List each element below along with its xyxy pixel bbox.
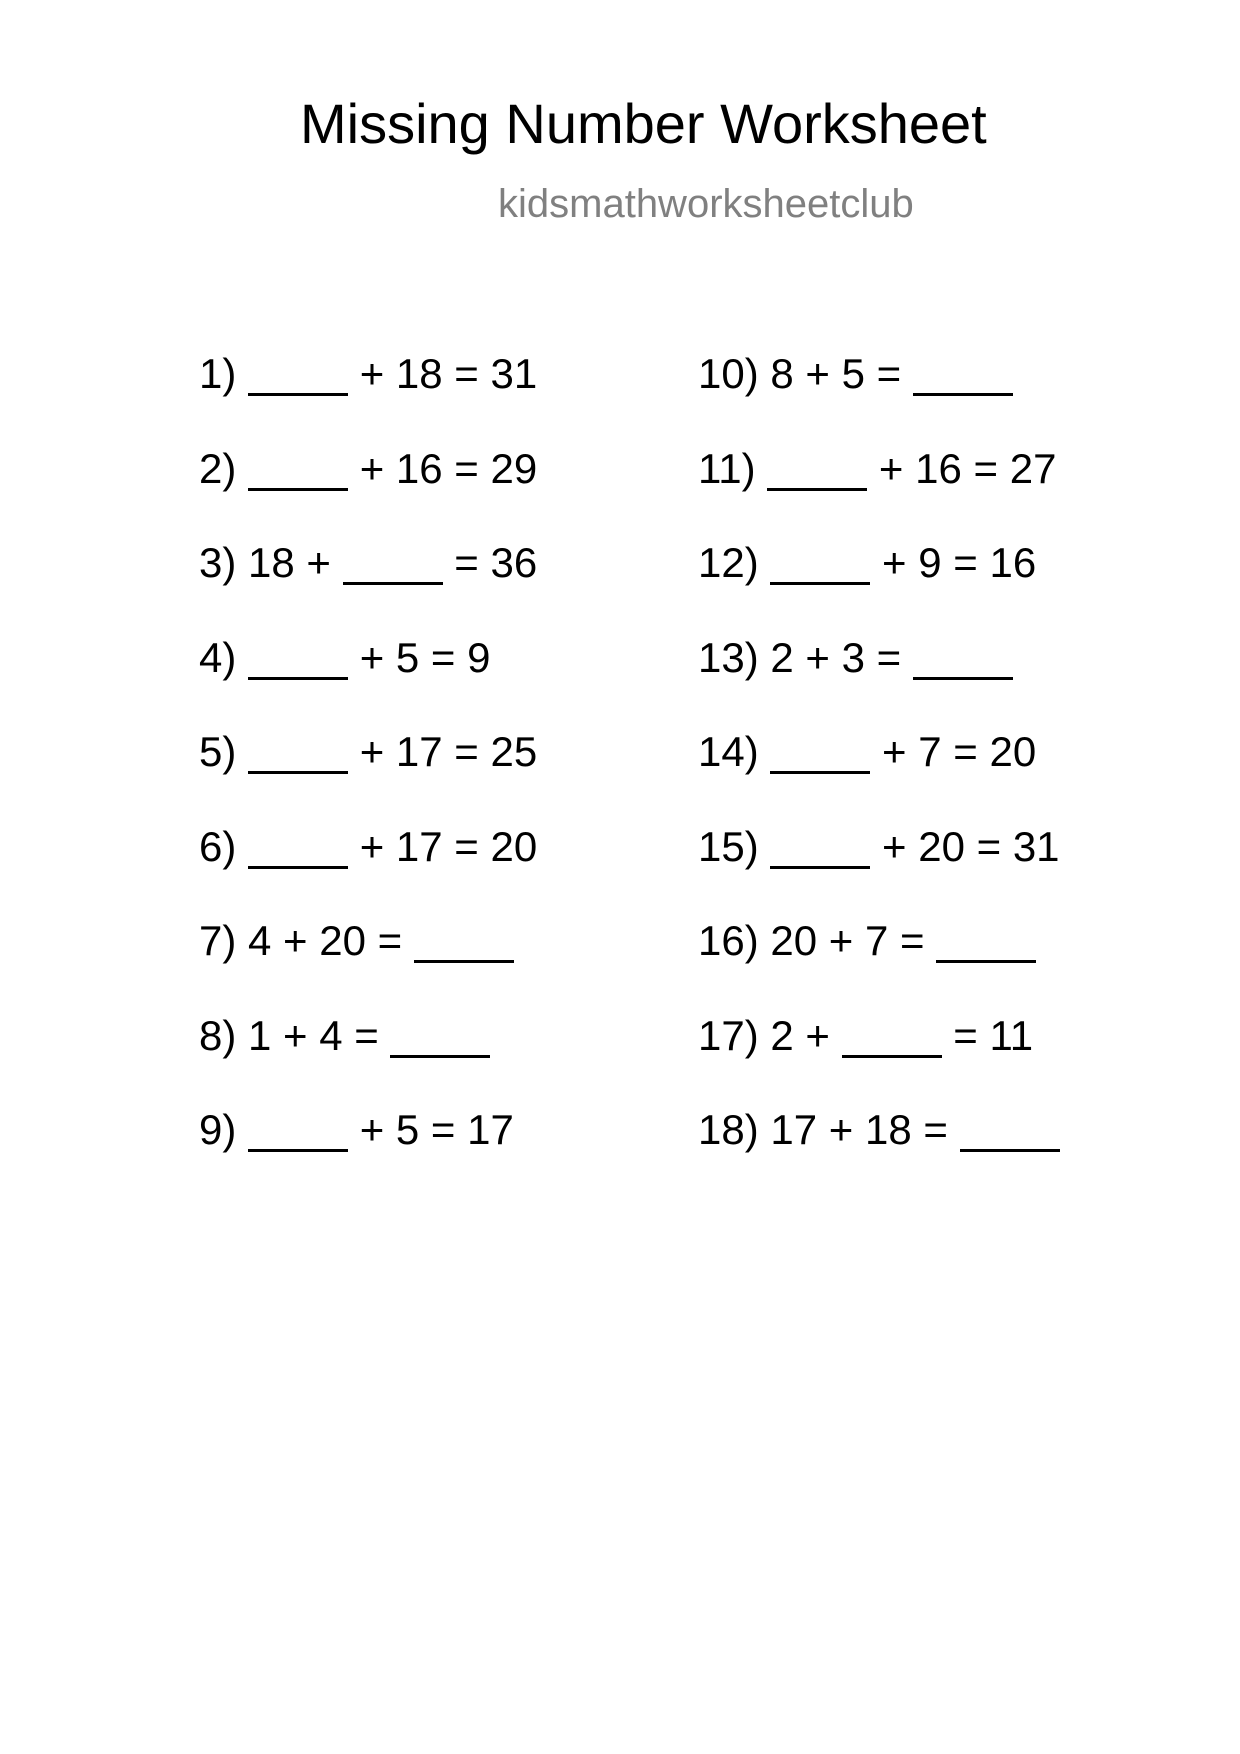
problem-11 xyxy=(698,445,1060,540)
problem-13 xyxy=(698,634,1060,729)
problem-text-before: 4 + 20 = xyxy=(236,917,414,964)
problem-text-before: 2 + xyxy=(758,1011,842,1059)
problem-number: 12) xyxy=(698,539,759,586)
problem-text-before: 20 + 7 = xyxy=(758,917,937,964)
problem-4 xyxy=(199,634,537,729)
problem-1 xyxy=(199,350,537,445)
problem-7 xyxy=(199,917,537,1012)
problem-column-left xyxy=(199,350,537,1201)
problem-column-right xyxy=(698,350,1060,1201)
answer-blank[interactable] xyxy=(414,922,514,963)
answer-blank[interactable] xyxy=(248,450,348,491)
problem-text-after: = 11 xyxy=(941,1011,1034,1059)
problem-text-before: 18 + xyxy=(236,539,343,586)
problem-text-after: + 9 = 16 xyxy=(870,539,1037,586)
site-name: kidsmathworksheetclub xyxy=(498,182,914,226)
answer-blank[interactable] xyxy=(343,544,443,585)
answer-blank[interactable] xyxy=(767,450,867,491)
problem-number: 11) xyxy=(698,444,756,492)
problem-number: 17) xyxy=(698,1011,759,1059)
problem-number: 1) xyxy=(199,350,237,397)
page-title: Missing Number Worksheet xyxy=(300,92,987,155)
problem-text-after: + 16 = 29 xyxy=(348,444,538,492)
answer-blank[interactable] xyxy=(770,733,870,774)
problem-15 xyxy=(698,823,1060,918)
problem-number: 13) xyxy=(698,633,759,681)
answer-blank[interactable] xyxy=(913,355,1013,396)
problem-6 xyxy=(199,823,537,918)
answer-blank[interactable] xyxy=(248,733,348,774)
answer-blank[interactable] xyxy=(770,828,870,869)
problem-16 xyxy=(698,917,1060,1012)
problem-number: 16) xyxy=(698,917,759,964)
problem-text-after: + 20 = 31 xyxy=(870,822,1060,870)
answer-blank[interactable] xyxy=(248,1111,348,1152)
problem-14 xyxy=(698,728,1060,823)
problem-number: 10) xyxy=(698,350,759,397)
answer-blank[interactable] xyxy=(913,639,1013,680)
answer-blank[interactable] xyxy=(842,1017,942,1058)
problem-text-before xyxy=(756,445,768,492)
problem-text-after: + 17 = 25 xyxy=(348,728,538,775)
problem-text-before: 17 + 18 = xyxy=(758,1106,960,1153)
problem-5 xyxy=(199,728,537,823)
answer-blank[interactable] xyxy=(248,639,348,680)
problem-text-before xyxy=(236,634,248,681)
problem-number: 2) xyxy=(199,444,237,492)
problem-number: 18) xyxy=(698,1106,759,1153)
problem-text-after: + 18 = 31 xyxy=(348,350,538,397)
problem-2 xyxy=(199,445,537,540)
problem-text-after: + 5 = 17 xyxy=(348,1106,514,1153)
problem-text-before xyxy=(236,728,248,775)
problem-text-after: + 7 = 20 xyxy=(870,728,1037,775)
problem-text-before xyxy=(236,445,248,492)
problem-text-before xyxy=(236,1106,248,1153)
problem-text-before: 8 + 5 = xyxy=(758,350,913,397)
problem-number: 8) xyxy=(199,1011,237,1059)
problem-text-after: + 17 = 20 xyxy=(348,822,538,870)
problem-number: 15) xyxy=(698,822,759,870)
problem-text-before xyxy=(236,350,248,397)
problem-number: 6) xyxy=(199,822,237,870)
problem-number: 4) xyxy=(199,633,237,681)
problem-8 xyxy=(199,1012,537,1107)
problem-3 xyxy=(199,539,537,634)
problem-18 xyxy=(698,1106,1060,1201)
problem-number: 5) xyxy=(199,728,237,775)
answer-blank[interactable] xyxy=(248,355,348,396)
problem-10 xyxy=(698,350,1060,445)
problem-text-before xyxy=(759,539,771,586)
answer-blank[interactable] xyxy=(390,1017,490,1058)
problem-text-before xyxy=(759,823,771,870)
problem-number: 3) xyxy=(199,539,237,586)
problem-number: 9) xyxy=(199,1106,237,1153)
problem-text-after: + 5 = 9 xyxy=(348,633,491,681)
problem-text-after: = 36 xyxy=(442,539,538,586)
problem-text-before xyxy=(759,728,771,775)
problem-text-after: + 16 = 27 xyxy=(867,444,1057,492)
answer-blank[interactable] xyxy=(770,544,870,585)
problem-9 xyxy=(199,1106,537,1201)
problem-text-before xyxy=(236,823,248,870)
answer-blank[interactable] xyxy=(248,828,348,869)
problem-17 xyxy=(698,1012,1060,1107)
answer-blank[interactable] xyxy=(936,922,1036,963)
problem-text-before: 2 + 3 = xyxy=(758,633,913,681)
problem-number: 14) xyxy=(698,728,759,775)
problem-12 xyxy=(698,539,1060,634)
problem-number: 7) xyxy=(199,917,237,964)
problem-text-before: 1 + 4 = xyxy=(236,1011,391,1059)
answer-blank[interactable] xyxy=(960,1111,1060,1152)
